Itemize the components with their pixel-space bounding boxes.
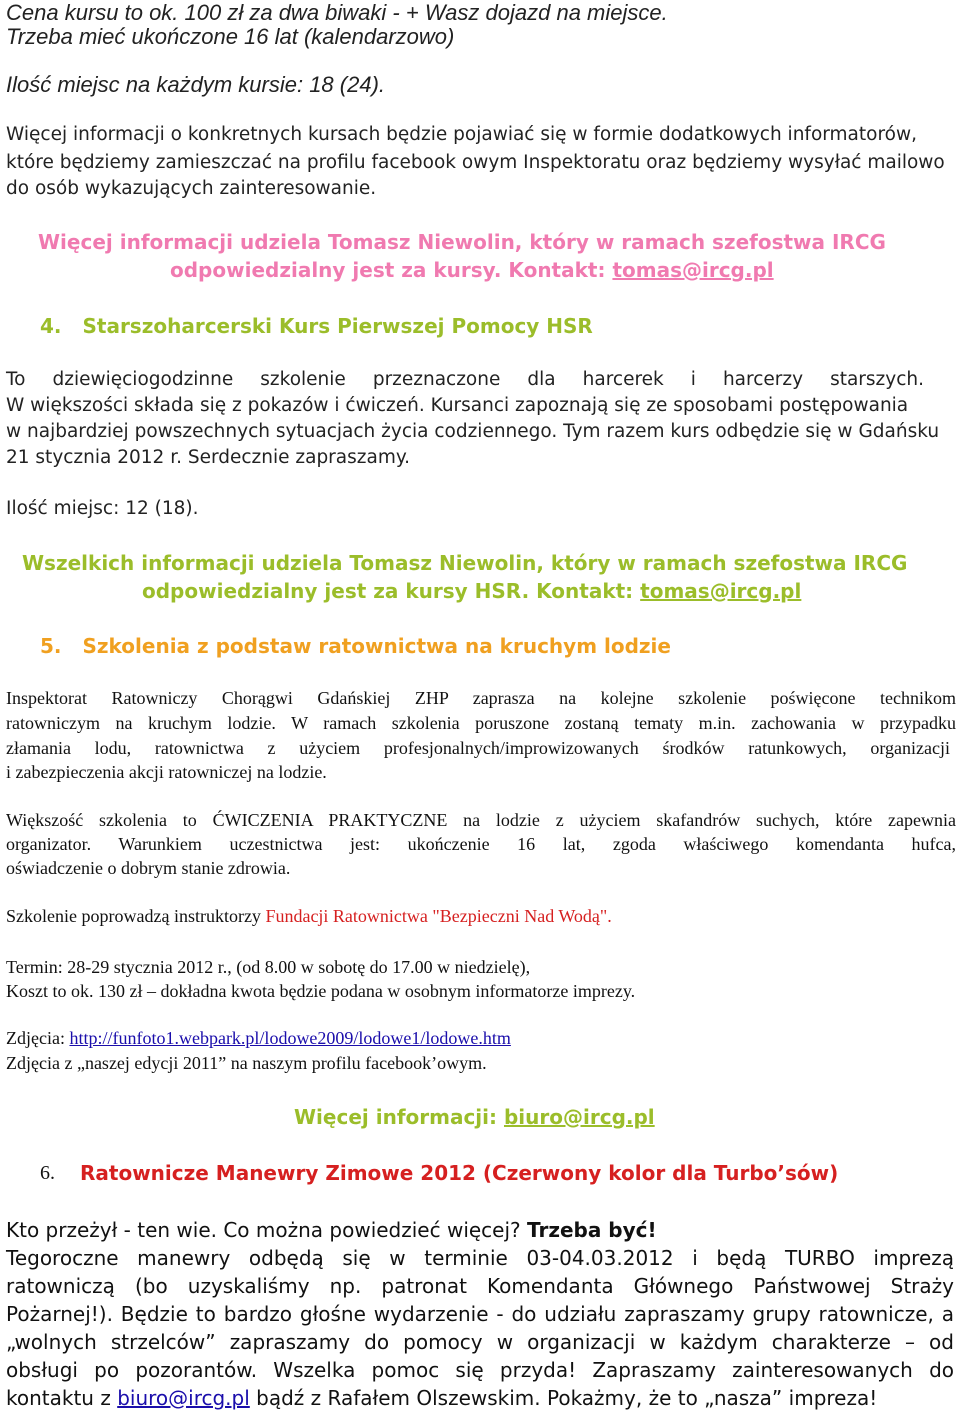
section5-p2-line-3: oświadczenie o dobrym stanie zdrowia. <box>6 858 291 878</box>
section6-line-4: „wolnych strzelców” zapraszamy do pomocy w organizacji w każdym charakterze – od <box>6 1330 954 1354</box>
section5-more-email-link[interactable]: biuro@ircg.pl <box>503 1105 655 1129</box>
section5-instructors-text: Szkolenie poprowadzą instruktorzy <box>6 906 266 926</box>
section5-p1-line-4: i zabezpieczenia akcji ratowniczej na lodzie. <box>6 762 327 782</box>
info-line-3: do osób wykazujących zainteresowanie. <box>6 178 377 199</box>
section5-title: Szkolenia z podstaw ratownictwa na kruchym lodzie <box>82 634 671 658</box>
section5-more-info <box>294 1105 655 1129</box>
section4-places: Ilość miejsc: 12 (18). <box>6 498 199 519</box>
contact1-line-1: Więcej informacji udziela Tomasz Niewolin, który w ramach szefostwa IRCG <box>38 230 886 254</box>
section4-title: Starszoharcerski Kurs Pierwszej Pomocy HSR <box>82 314 593 338</box>
section4-p1: To dziewięciogodzinne szkolenie przeznaczone dla harcerek i harcerzy starszych. <box>6 369 924 390</box>
contact1-line-2 <box>170 258 774 282</box>
section4-number: 4. <box>40 314 62 338</box>
section4-p3: w najbardziej powszechnych sytuacjach życia codziennego. Tym razem kurs odbędzie się w Gdańsku <box>6 421 940 442</box>
section5-foundation-name: Fundacji Ratownictwa "Bezpieczni Nad Wodą". <box>265 906 612 926</box>
section4-p2: W większości składa się z pokazów i ćwiczeń. Kursanci zapoznają się ze sposobami postępowania <box>6 395 909 416</box>
section6-lead <box>6 1218 657 1242</box>
section5-more-label: Więcej informacji: <box>294 1105 504 1129</box>
intro-places-line: Ilość miejsc na każdym kursie: 18 (24). <box>6 72 386 97</box>
section5-heading <box>40 634 671 658</box>
section6-line-6 <box>6 1386 877 1410</box>
section5-cost: Koszt to ok. 130 zł – dokładna kwota będzie podana w osobnym informatorze imprezy. <box>6 981 636 1001</box>
section5-photos-label: Zdjęcia: <box>6 1028 70 1048</box>
section5-photos <box>6 1028 511 1049</box>
section6-title: Ratownicze Manewry Zimowe 2012 (Czerwony kolor dla Turbo’sów) <box>80 1161 839 1185</box>
section5-photos-facebook: Zdjęcia z „naszej edycji 2011” na naszym profilu facebook’owym. <box>6 1053 487 1073</box>
section6-line-6-b: bądź z Rafałem Olszewskim. Pokażmy, że to „nasza” impreza! <box>249 1386 878 1410</box>
section6-line-2: ratowniczą (bo uzyskaliśmy np. patronat Komendanta Głównego Państwowej Straży <box>6 1274 954 1298</box>
section5-photos-link[interactable]: http://funfoto1.webpark.pl/lodowe2009/lodowe1/lodowe.htm <box>69 1028 511 1048</box>
section4-p4: 21 stycznia 2012 r. Serdecznie zapraszamy. <box>6 447 411 468</box>
section6-lead-bold: Trzeba być! <box>527 1218 657 1242</box>
section5-p2-line-2: organizator. Warunkiem uczestnictwa jest: ukończenie 16 lat, zgoda właściwego komendanta hufca, <box>6 834 956 854</box>
intro-cost-line: Cena kursu to ok. 100 zł za dwa biwaki - + Wasz dojazd na miejsce. <box>6 0 668 25</box>
section4-heading <box>40 314 593 338</box>
section4-contact-line-2 <box>142 579 801 603</box>
section5-term: Termin: 28-29 stycznia 2012 r., (od 8.00 w sobotę do 17.00 w niedzielę), <box>6 957 531 977</box>
section5-p1-line-1: Inspektorat Ratowniczy Chorągwi Gdańskiej ZHP zaprasza na kolejne szkolenie poświęcone technikom <box>6 688 956 708</box>
section5-instructors <box>6 906 612 927</box>
info-line-2: które będziemy zamieszczać na profilu facebook owym Inspektoratu oraz będziemy wysyłać mailowo <box>6 152 945 173</box>
section6-line-3: Pożarnej!). Będzie to bardzo głośne wydarzenie - do udziału zapraszamy grupy ratownicze, a <box>6 1302 954 1326</box>
section5-p1-line-3: złamania lodu, ratownictwa z użyciem profesjonalnych/improwizowanych środków ratunkowych, organizacji <box>6 738 950 758</box>
section5-p2-line-1: Większość szkolenia to ĆWICZENIA PRAKTYCZNE na lodzie z użyciem skafandrów suchych, które zapewnia <box>6 810 956 830</box>
section4-contact-email-link[interactable]: tomas@ircg.pl <box>640 579 802 603</box>
section6-email-link[interactable]: biuro@ircg.pl <box>117 1386 250 1410</box>
section6-line-5: obsługi po pozorantów. Wszelka pomoc się przyda! Zapraszamy zainteresowanych do <box>6 1358 954 1382</box>
contact1-email-link[interactable]: tomas@ircg.pl <box>612 258 774 282</box>
section6-number: 6. <box>40 1162 55 1184</box>
intro-age-line: Trzeba mieć ukończone 16 lat (kalendarzowo) <box>6 24 455 49</box>
section6-line-6-a: kontaktu z <box>6 1386 118 1410</box>
section4-contact-text: odpowiedzialny jest za kursy HSR. Kontakt: <box>142 579 641 603</box>
contact1-line-2-text: odpowiedzialny jest za kursy. Kontakt: <box>170 258 613 282</box>
section6-lead-text: Kto przeżył - ten wie. Co można powiedzieć więcej? <box>6 1218 528 1242</box>
section5-number: 5. <box>40 634 62 658</box>
info-line-1: Więcej informacji o konkretnych kursach będzie pojawiać się w formie dodatkowych informatorów, <box>6 124 917 145</box>
section4-contact-line-1: Wszelkich informacji udziela Tomasz Niewolin, który w ramach szefostwa IRCG <box>22 551 908 575</box>
section6-line-1: Tegoroczne manewry odbędą się w terminie 03-04.03.2012 i będą TURBO imprezą <box>6 1246 954 1270</box>
section5-p1-line-2: ratowniczym na kruchym lodzie. W ramach szkolenia poruszone zostaną tematy m.in. zachowania w przypadku <box>6 713 956 733</box>
